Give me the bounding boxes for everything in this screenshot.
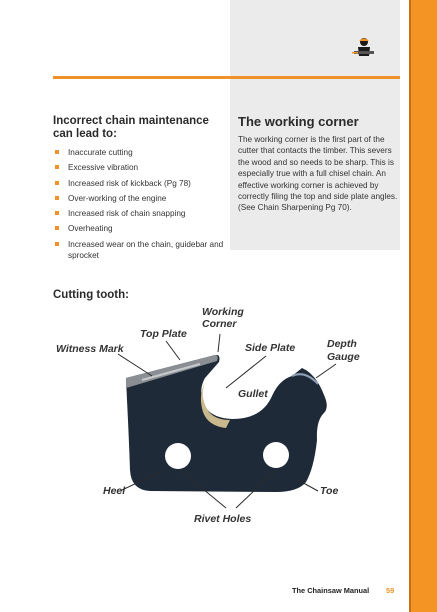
top-plate-label: Top Plate: [140, 328, 187, 340]
working-corner-body: The working corner is the first part of the cutter that contacts the timber. This severs the wood and so needs to be sharp. This is especially true with a full chisel chain. An effective working corner is achieved by correctly filing the top and side plate angles. (See Chain Sharpening Pg 70).: [238, 135, 398, 213]
list-item: Excessive vibration: [55, 162, 225, 173]
list-item: Increased risk of kickback (Pg 78): [55, 178, 225, 189]
depth-gauge-label-line1: Depth: [327, 338, 357, 350]
maintenance-heading: Incorrect chain maintenance can lead to:: [53, 115, 209, 140]
heel-label: Heel: [103, 485, 126, 497]
list-item: Increased risk of chain snapping: [55, 208, 225, 219]
footer-title: The Chainsaw Manual: [292, 586, 370, 595]
depth-gauge-label-line2: Gauge: [327, 351, 360, 363]
list-item: Over-working of the engine: [55, 193, 225, 204]
rivet-hole-left: [165, 443, 191, 469]
toe-label: Toe: [320, 485, 339, 497]
working-corner-heading: The working corner: [238, 114, 359, 129]
page-number: 59: [386, 586, 395, 595]
working-corner-label-line1: Working: [202, 306, 244, 318]
rivet-holes-label: Rivet Holes: [194, 513, 252, 525]
side-plate-label: Side Plate: [245, 342, 296, 354]
list-item: Increased wear on the chain, guidebar and sprocket: [55, 239, 225, 261]
list-item: Inaccurate cutting: [55, 147, 225, 158]
witness-mark-label: Witness Mark: [56, 343, 124, 355]
gullet-label: Gullet: [238, 388, 268, 400]
cutting-tooth-heading: Cutting tooth:: [53, 289, 129, 301]
working-corner-label-line2: Corner: [202, 318, 237, 330]
list-item: Overheating: [55, 223, 225, 234]
rivet-hole-right: [263, 442, 289, 468]
